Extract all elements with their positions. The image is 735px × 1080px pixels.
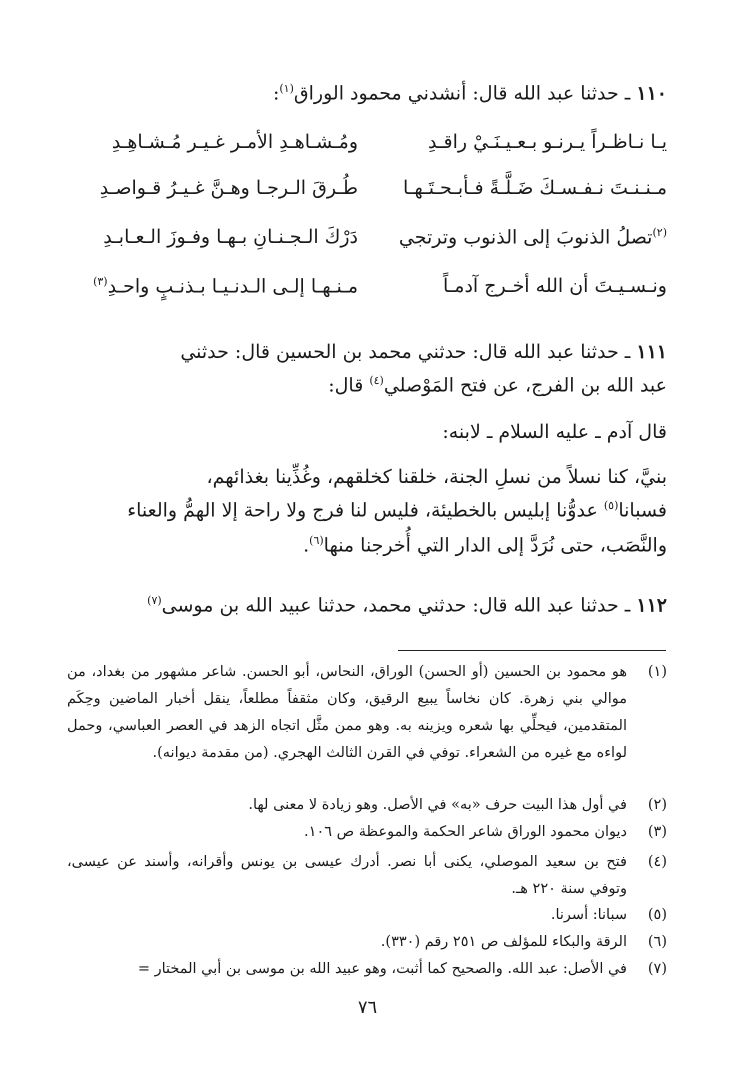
footnote-6	[67, 929, 667, 956]
footnote-ref: (١)	[279, 82, 294, 95]
footnote-text: في أول هذا البيت حرف «به» في الأصل. وهو زيادة لا معنى لها.	[248, 797, 627, 813]
footnote-number: (٧)	[647, 961, 667, 977]
footnote-ref: (٧)	[147, 594, 162, 607]
entry-number: ١١٠	[636, 82, 667, 105]
verse-4-first-hemistich: ونـسـيـتَ أن الله أخـرج آدمـاً	[442, 275, 667, 297]
footnote-number: (٥)	[647, 907, 667, 923]
entry-text: فسبانا	[618, 499, 667, 522]
entry-text: والنَّصَب، حتى نُرَدَّ إلى الدار التي أُخرجنا منها	[323, 534, 667, 557]
entry-111-line-3: قال آدم ـ عليه السلام ـ لابنه:	[442, 421, 667, 443]
footnote-number: (٤)	[647, 854, 667, 870]
footnote-number: (٢)	[647, 797, 667, 813]
entry-111-para-1: بنيَّ، كنا نسلاً من نسلِ الجنة، خلقنا كخلقهم، وغُذِّينا بغذائهم،	[206, 466, 667, 488]
page-number: ٧٦	[357, 997, 378, 1018]
entry-text-tail: .	[303, 534, 310, 557]
verse-2-first-hemistich: مـنـنـتَ نـفـسـكَ ضَـلَّـةً فـأبـحـتَـهـا	[403, 177, 667, 199]
verse-4-second-hemistich	[68, 275, 358, 297]
footnote-text: سبانا: أسرنا.	[550, 907, 627, 923]
entry-text: ـ حدثنا عبد الله قال: حدثني محمد بن الحسين قال: حدثني	[180, 341, 637, 363]
entry-text: عدوُّنا إبليس بالخطيئة، فليس لنا فرج ولا راحة إلا الهمُّ والعناء	[127, 499, 604, 522]
entry-111-line-2	[328, 374, 667, 397]
verse-1-first-hemistich: يـا نـاظـراً يـرنـو بـعـيـنَـيْ راقـدِ	[427, 131, 667, 153]
footnote-text: الرقة والبكاء للمؤلف ص ٢٥١ رقم (٣٣٠).	[380, 934, 627, 950]
footnote-5	[67, 902, 667, 929]
footnote-text: ديوان محمود الوراق شاعر الحكمة والموعظة ص ١٠٦.	[304, 824, 627, 840]
verse-1-second-hemistich: ومُـشـاهـدِ الأمـر غـيـر مُـشـاهِـدِ	[111, 131, 358, 153]
verse-3-first-text: تصلُ الذنوبَ إلى الذنوب وترتجي	[398, 226, 653, 249]
footnote-ref: (٥)	[603, 499, 619, 512]
verse-2-second-hemistich: طُـرقَ الـرجـا وهـنَّ غـيـرُ قـواصـدِ	[99, 177, 358, 199]
verse-4-second-text: مـنـهـا إلـى الـدنـيـا بـذنـبٍ واحـدِ	[107, 275, 358, 298]
footnote-number: (٣)	[647, 824, 667, 840]
entry-110-heading	[273, 82, 667, 105]
footnote-ref: (٦)	[309, 534, 324, 547]
footnote-text: فتح بن سعيد الموصلي، يكنى أبا نصر. أدرك عيسى بن يونس وأقرانه، وأسند عن عيسى، وتوفي سنة ٢٢٠ هـ.	[67, 854, 627, 897]
entry-112-heading	[147, 594, 667, 617]
footnote-4	[67, 849, 667, 903]
verse-3-first-hemistich	[397, 226, 667, 248]
entry-number: ١١١	[636, 341, 667, 363]
entry-text-tail: قال:	[328, 374, 370, 397]
entry-text: عبد الله بن الفرج، عن فتح المَوْصلي	[383, 374, 667, 397]
footnote-2	[67, 792, 667, 819]
footnote-ref: (٢)	[652, 226, 667, 239]
footnote-text: في الأصل: عبد الله. والصحيح كما أثبت، وهو عبيد الله بن موسى بن أبي المختار =	[137, 961, 627, 977]
footnote-number: (١)	[647, 664, 667, 680]
entry-text: ـ حدثنا عبد الله قال: حدثني محمد، حدثنا عبيد الله بن موسى	[161, 594, 637, 617]
footnote-ref: (٣)	[93, 275, 108, 288]
entry-111-para-3	[303, 534, 667, 557]
entry-text: ـ حدثنا عبد الله قال: أنشدني محمود الوراق	[293, 82, 637, 105]
footnote-number: (٦)	[647, 934, 667, 950]
entry-number: ١١٢	[636, 594, 667, 617]
footnote-text: هو محمود بن الحسين (أو الحسن) الوراق، النحاس، أبو الحسن. شاعر مشهور من بغداد، من موالي بني زهرة. كان نخاساً يبيع الرقيق، وكان مثقفاً مطلعاً، ينقل أخبار الماضين وحِكَم المتقدمين، فيحلِّي بها شعره ويزينه به. وهو ممن مثَّل اتجاه الزهد في العصر العباسي، وحمل لواءه مع غيره من الشعراء. توفي في القرن الثالث الهجري. (من مقدمة ديوانه).	[67, 664, 627, 761]
footnote-ref: (٤)	[369, 374, 384, 387]
footnote-3	[67, 819, 667, 846]
footnote-7	[67, 956, 667, 983]
verse-3-second-hemistich: دَرْكَ الـجـنـانِ بـهـا وفـوزَ الـعـابـدِ	[103, 226, 358, 248]
footnote-1	[67, 659, 667, 767]
entry-111-line-1	[180, 341, 667, 364]
footnote-separator	[398, 650, 666, 651]
entry-111-para-2	[127, 499, 667, 522]
entry-text-tail: :	[272, 82, 280, 105]
